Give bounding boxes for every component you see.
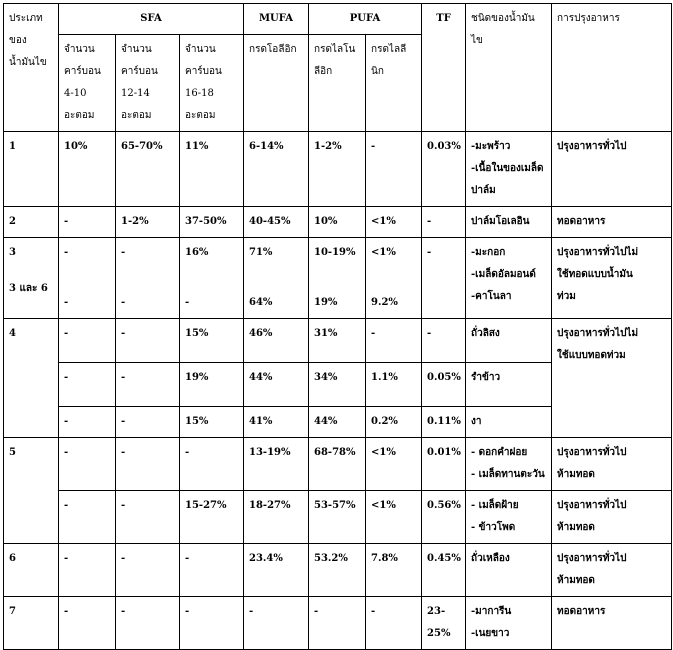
cell-c4-10: - xyxy=(59,407,116,438)
cell-linoleic: 34% xyxy=(309,363,366,407)
cell-kind xyxy=(466,132,552,207)
cell-c12-14: - xyxy=(116,544,180,597)
table-row xyxy=(4,319,672,363)
kind-line: ปาล์มโอเลอิน xyxy=(471,216,530,227)
header-mufa: MUFA xyxy=(244,4,309,35)
value-line: 64% xyxy=(249,297,273,308)
cell-c16-18: 15-27% xyxy=(180,491,244,544)
cell-linoleic: 31% xyxy=(309,319,366,363)
header-line: อะตอม xyxy=(121,110,152,121)
cell-tf: - xyxy=(422,319,466,363)
cell-kind xyxy=(466,363,552,407)
cell-linoleic: 1-2% xyxy=(309,132,366,207)
value-line: - xyxy=(121,297,126,308)
cooking-line: ปรุงอาหารทั่วไปไม่ xyxy=(557,328,639,339)
header-row-1 xyxy=(4,4,672,35)
cell-linolenic: <1% xyxy=(366,491,422,544)
cell-cooking xyxy=(552,597,672,650)
cell-type: 1 xyxy=(4,132,59,207)
header-pufa: PUFA xyxy=(309,4,422,35)
cooking-line: ห้ามทอด xyxy=(557,522,595,533)
cooking-line: ห้ามทอด xyxy=(557,469,595,480)
header-line: 12-14 xyxy=(121,88,150,99)
cell-c4-10: - xyxy=(59,491,116,544)
cell-linoleic: 44% xyxy=(309,407,366,438)
header-line: กรดไลโน xyxy=(314,44,356,55)
cell-cooking xyxy=(552,438,672,491)
cell-type: 2 xyxy=(4,207,59,238)
header-sfa-c16-18 xyxy=(180,35,244,132)
value-line: 71% xyxy=(249,247,273,258)
cell-c4-10: - xyxy=(59,597,116,650)
cell-linolenic: - xyxy=(366,597,422,650)
cell-linolenic: - xyxy=(366,319,422,363)
kind-line: -คาโนลา xyxy=(471,291,512,302)
kind-line: -เนื้อในของเมล็ด xyxy=(471,163,544,174)
cell-c12-14: - xyxy=(116,438,180,491)
cell-tf: - xyxy=(422,238,466,319)
cell-cooking xyxy=(552,132,672,207)
cell-oleic: 13-19% xyxy=(244,438,309,491)
cell-cooking xyxy=(552,207,672,238)
kind-line: - เมล็ดฝ้าย xyxy=(471,500,519,511)
header-line: 4-10 xyxy=(64,88,87,99)
cell-linolenic xyxy=(366,238,422,319)
cell-kind xyxy=(466,438,552,491)
cell-tf: 0.03% xyxy=(422,132,466,207)
header-line: คาร์บอน xyxy=(64,66,101,77)
cooking-line: ทอดอาหาร xyxy=(557,606,606,617)
header-line: อะตอม xyxy=(64,110,95,121)
cell-c12-14: - xyxy=(116,597,180,650)
kind-line: -เนยขาว xyxy=(471,628,510,639)
cell-tf: 0.05% xyxy=(422,363,466,407)
cell-c4-10: 10% xyxy=(59,132,116,207)
kind-line: -มะกอก xyxy=(471,247,506,258)
cell-oleic: 40-45% xyxy=(244,207,309,238)
cooking-line: ปรุงอาหารทั่วไป xyxy=(557,553,627,564)
cell-c12-14: - xyxy=(116,319,180,363)
cell-c4-10: - xyxy=(59,319,116,363)
cooking-line: ท่วม xyxy=(557,291,576,302)
cell-kind xyxy=(466,491,552,544)
header-line: กรดโอลีอิก xyxy=(249,44,297,55)
cell-type xyxy=(4,238,59,319)
cell-linolenic: 7.8% xyxy=(366,544,422,597)
type-line: 3 และ 6 xyxy=(9,283,48,294)
kind-line: ถั่วลิสง xyxy=(471,328,500,339)
cell-cooking xyxy=(552,491,672,544)
cell-cooking xyxy=(552,238,672,319)
cell-c4-10: - xyxy=(59,438,116,491)
header-line: จำนวน xyxy=(121,44,152,55)
cell-linolenic: - xyxy=(366,132,422,207)
header-line: กรดไลลี xyxy=(371,44,407,55)
value-line: - xyxy=(64,297,69,308)
header-line: ลีอิก xyxy=(314,66,333,77)
kind-line: - ข้าวโพด xyxy=(471,522,516,533)
cell-oleic: 44% xyxy=(244,363,309,407)
value-line: 10-19% xyxy=(314,247,356,258)
cell-tf: 23-25% xyxy=(422,597,466,650)
value-line: 9.2% xyxy=(371,297,398,308)
header-line: คาร์บอน xyxy=(185,66,222,77)
kind-line: -มาการีน xyxy=(471,606,512,617)
cell-linoleic xyxy=(309,238,366,319)
value-line: - xyxy=(185,297,190,308)
cell-cooking xyxy=(552,544,672,597)
cell-c12-14: - xyxy=(116,363,180,407)
cell-oleic: 41% xyxy=(244,407,309,438)
kind-line: รำข้าว xyxy=(471,372,501,383)
cell-linoleic: 68-78% xyxy=(309,438,366,491)
cooking-line: ใช้แบบทอดท่วม xyxy=(557,350,626,361)
cell-c16-18: 37-50% xyxy=(180,207,244,238)
cell-c16-18: - xyxy=(180,438,244,491)
cell-c4-10: - xyxy=(59,363,116,407)
cell-linoleic: - xyxy=(309,597,366,650)
cell-c16-18: 11% xyxy=(180,132,244,207)
cell-c16-18: 15% xyxy=(180,319,244,363)
kind-line: - ดอกคำฝอย xyxy=(471,447,528,458)
cell-c16-18: 15% xyxy=(180,407,244,438)
fat-composition-table xyxy=(3,3,672,650)
header-sfa-c12-14 xyxy=(116,35,180,132)
cooking-line: ใช้ทอดแบบน้ำมัน xyxy=(557,269,633,280)
table-row xyxy=(4,438,672,491)
cell-oleic: 6-14% xyxy=(244,132,309,207)
cell-c16-18: - xyxy=(180,597,244,650)
value-line: <1% xyxy=(371,247,396,258)
cell-cooking xyxy=(552,319,672,438)
cell-c12-14: 1-2% xyxy=(116,207,180,238)
header-type-line: น้ำมันไข xyxy=(9,57,47,68)
header-type-line: ของ xyxy=(9,35,27,46)
cooking-line: ทอดอาหาร xyxy=(557,216,606,227)
cell-type: 4 xyxy=(4,319,59,438)
header-oleic xyxy=(244,35,309,132)
header-sfa-c4-10 xyxy=(59,35,116,132)
header-linolenic xyxy=(366,35,422,132)
value-line: 19% xyxy=(314,297,338,308)
cell-c16-18: 19% xyxy=(180,363,244,407)
cell-type: 5 xyxy=(4,438,59,544)
header-line: จำนวน xyxy=(185,44,216,55)
cell-c12-14: - xyxy=(116,491,180,544)
cell-type: 6 xyxy=(4,544,59,597)
value-line: - xyxy=(64,247,69,258)
table-row xyxy=(4,207,672,238)
cell-linoleic: 10% xyxy=(309,207,366,238)
kind-line: ปาล์ม xyxy=(471,185,496,196)
cell-linolenic: <1% xyxy=(366,438,422,491)
cell-c12-14: 65-70% xyxy=(116,132,180,207)
header-linoleic xyxy=(309,35,366,132)
cell-kind xyxy=(466,407,552,438)
header-sfa: SFA xyxy=(59,4,244,35)
cooking-line: ปรุงอาหารทั่วไป xyxy=(557,141,627,152)
cell-kind xyxy=(466,207,552,238)
cell-oleic: - xyxy=(244,597,309,650)
value-line: - xyxy=(121,247,126,258)
header-kind: ชนิดของน้ำมันไข xyxy=(466,4,552,132)
cell-oleic: 46% xyxy=(244,319,309,363)
cell-kind xyxy=(466,597,552,650)
kind-line: งา xyxy=(471,416,482,427)
kind-line: ถั่วเหลือง xyxy=(471,553,510,564)
cell-type: 7 xyxy=(4,597,59,650)
cell-tf: - xyxy=(422,207,466,238)
cell-linolenic: 1.1% xyxy=(366,363,422,407)
cell-kind xyxy=(466,544,552,597)
table-row xyxy=(4,544,672,597)
header-cooking: การปรุงอาหาร xyxy=(552,4,672,132)
header-line: 16-18 xyxy=(185,88,214,99)
header-tf: TF xyxy=(422,4,466,132)
header-line: คาร์บอน xyxy=(121,66,158,77)
cell-c4-10: - xyxy=(59,544,116,597)
cell-linolenic: 0.2% xyxy=(366,407,422,438)
table-row xyxy=(4,238,672,319)
cell-c12-14 xyxy=(116,238,180,319)
kind-line: -มะพร้าว xyxy=(471,141,511,152)
table-row xyxy=(4,491,672,544)
cell-c12-14: - xyxy=(116,407,180,438)
cell-c4-10: - xyxy=(59,207,116,238)
value-line: 16% xyxy=(185,247,209,258)
header-line: อะตอม xyxy=(185,110,216,121)
cell-tf: 0.45% xyxy=(422,544,466,597)
kind-line: - เมล็ดทานตะวัน xyxy=(471,469,545,480)
kind-line: -เมล็ดอัลมอนด์ xyxy=(471,269,536,280)
cell-tf: 0.11% xyxy=(422,407,466,438)
cooking-line: ปรุงอาหารทั่วไป xyxy=(557,447,627,458)
cell-oleic: 18-27% xyxy=(244,491,309,544)
cooking-line: ปรุงอาหารทั่วไป xyxy=(557,500,627,511)
cell-oleic: 23.4% xyxy=(244,544,309,597)
header-type xyxy=(4,4,59,132)
cooking-line: ปรุงอาหารทั่วไปไม่ xyxy=(557,247,639,258)
cell-tf: 0.56% xyxy=(422,491,466,544)
header-type-line: ประเภท xyxy=(9,13,43,24)
cell-linoleic: 53.2% xyxy=(309,544,366,597)
cell-c16-18 xyxy=(180,238,244,319)
cell-kind xyxy=(466,319,552,363)
cell-c4-10 xyxy=(59,238,116,319)
header-line: จำนวน xyxy=(64,44,95,55)
table-row xyxy=(4,597,672,650)
type-line: 3 xyxy=(9,247,16,258)
cell-linoleic: 53-57% xyxy=(309,491,366,544)
cell-oleic xyxy=(244,238,309,319)
cell-c16-18: - xyxy=(180,544,244,597)
cell-kind xyxy=(466,238,552,319)
cell-linolenic: <1% xyxy=(366,207,422,238)
header-line: นิก xyxy=(371,66,384,77)
cell-tf: 0.01% xyxy=(422,438,466,491)
cooking-line: ห้ามทอด xyxy=(557,575,595,586)
table-row xyxy=(4,132,672,207)
